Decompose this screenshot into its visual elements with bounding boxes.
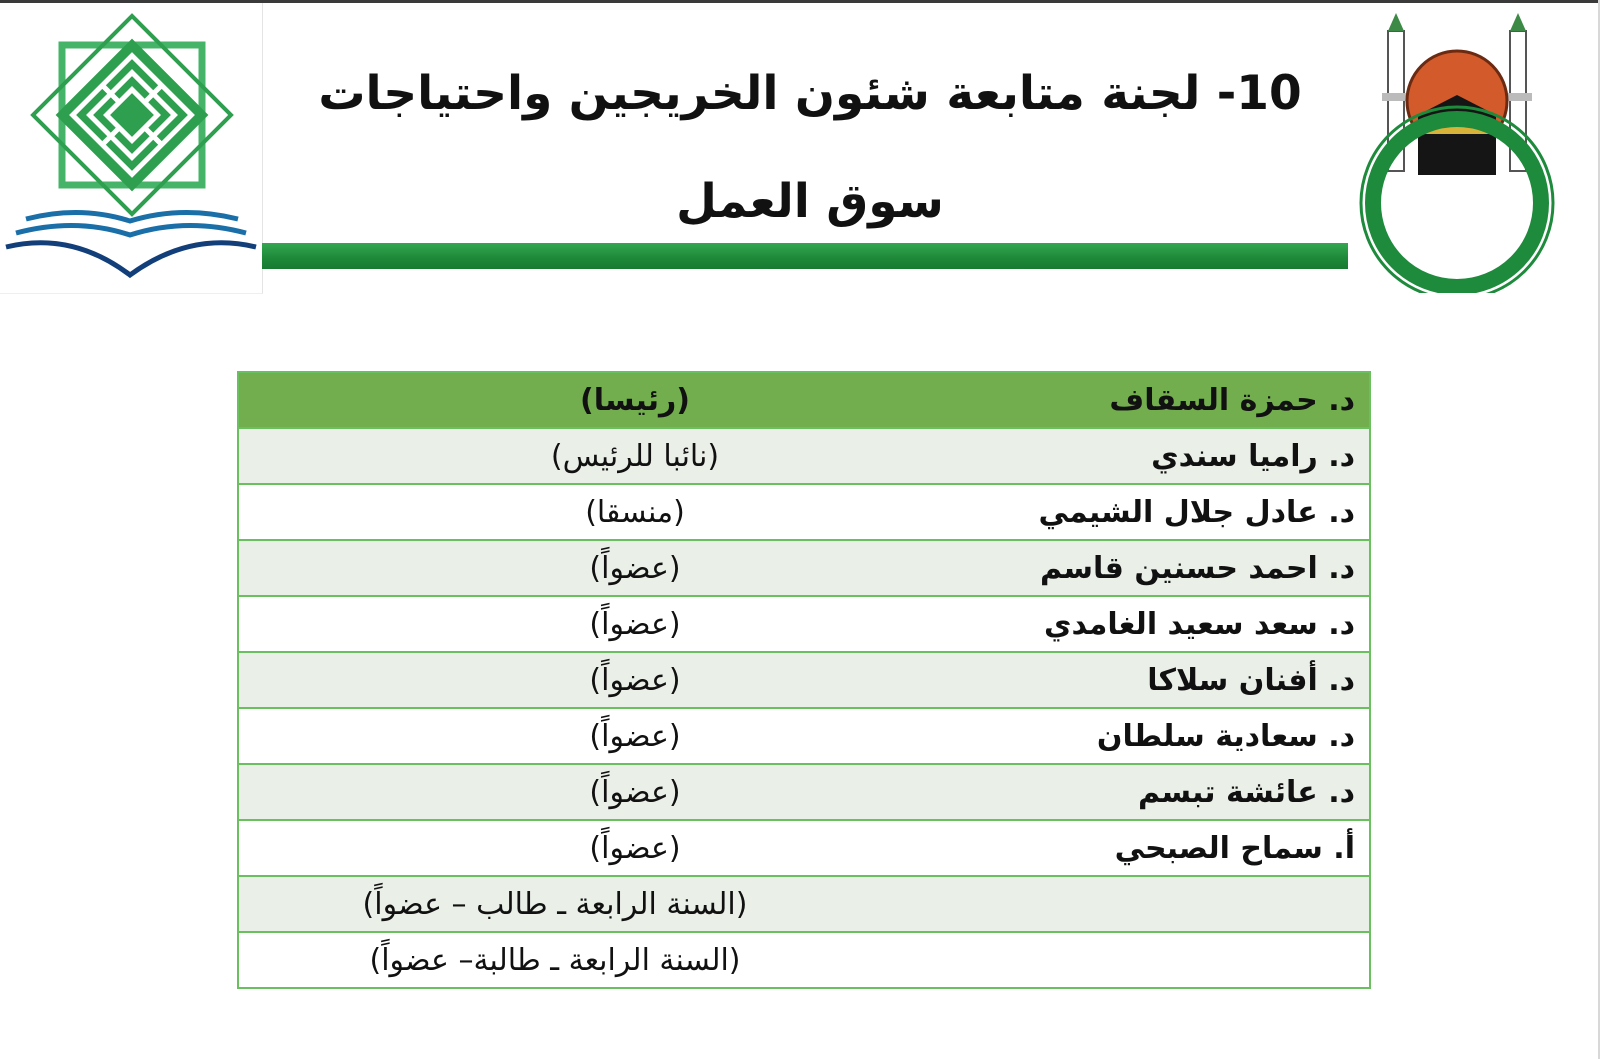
table-row xyxy=(238,372,1370,428)
member-role: (نائبا للرئيس) xyxy=(238,428,845,484)
member-role: (عضواً) xyxy=(238,708,845,764)
table-row xyxy=(238,484,1370,540)
college-logo-icon xyxy=(0,3,262,293)
university-logo-icon xyxy=(1348,3,1566,293)
table-row xyxy=(238,596,1370,652)
member-name: د. احمد حسنين قاسم xyxy=(845,540,1370,596)
member-name: د. حمزة السقاف xyxy=(845,372,1370,428)
member-role: (السنة الرابعة ـ طالب – عضواً) xyxy=(238,876,845,932)
table-row xyxy=(238,652,1370,708)
member-name: د. سعد سعيد الغامدي xyxy=(845,596,1370,652)
university-logo xyxy=(1348,3,1566,293)
member-name: د. راميا سندي xyxy=(845,428,1370,484)
member-name: أ. سماح الصبحي xyxy=(845,820,1370,876)
member-name: د. عائشة تبسم xyxy=(845,764,1370,820)
member-name xyxy=(845,932,1370,988)
committee-members-table xyxy=(237,371,1371,989)
table-row xyxy=(238,876,1370,932)
member-role: (رئيسا) xyxy=(238,372,845,428)
table-row xyxy=(238,764,1370,820)
member-name xyxy=(845,876,1370,932)
table-row xyxy=(238,428,1370,484)
slide-title: 10- لجنة متابعة شئون الخريجين واحتياجات سوق العمل xyxy=(318,66,1302,229)
member-name: د. عادل جلال الشيمي xyxy=(845,484,1370,540)
member-name: د. أفنان سلاكا xyxy=(845,652,1370,708)
title-underline-bar xyxy=(262,243,1348,269)
table-row xyxy=(238,932,1370,988)
table-row xyxy=(238,820,1370,876)
member-role: (عضواً) xyxy=(238,596,845,652)
member-role: (عضواً) xyxy=(238,820,845,876)
member-role: (منسقا) xyxy=(238,484,845,540)
table-row xyxy=(238,708,1370,764)
member-role: (عضواً) xyxy=(238,764,845,820)
member-role: (السنة الرابعة ـ طالبة– عضواً) xyxy=(238,932,845,988)
college-logo xyxy=(0,3,263,294)
member-role: (عضواً) xyxy=(238,652,845,708)
member-name: د. سعادية سلطان xyxy=(845,708,1370,764)
table-row xyxy=(238,540,1370,596)
member-role: (عضواً) xyxy=(238,540,845,596)
